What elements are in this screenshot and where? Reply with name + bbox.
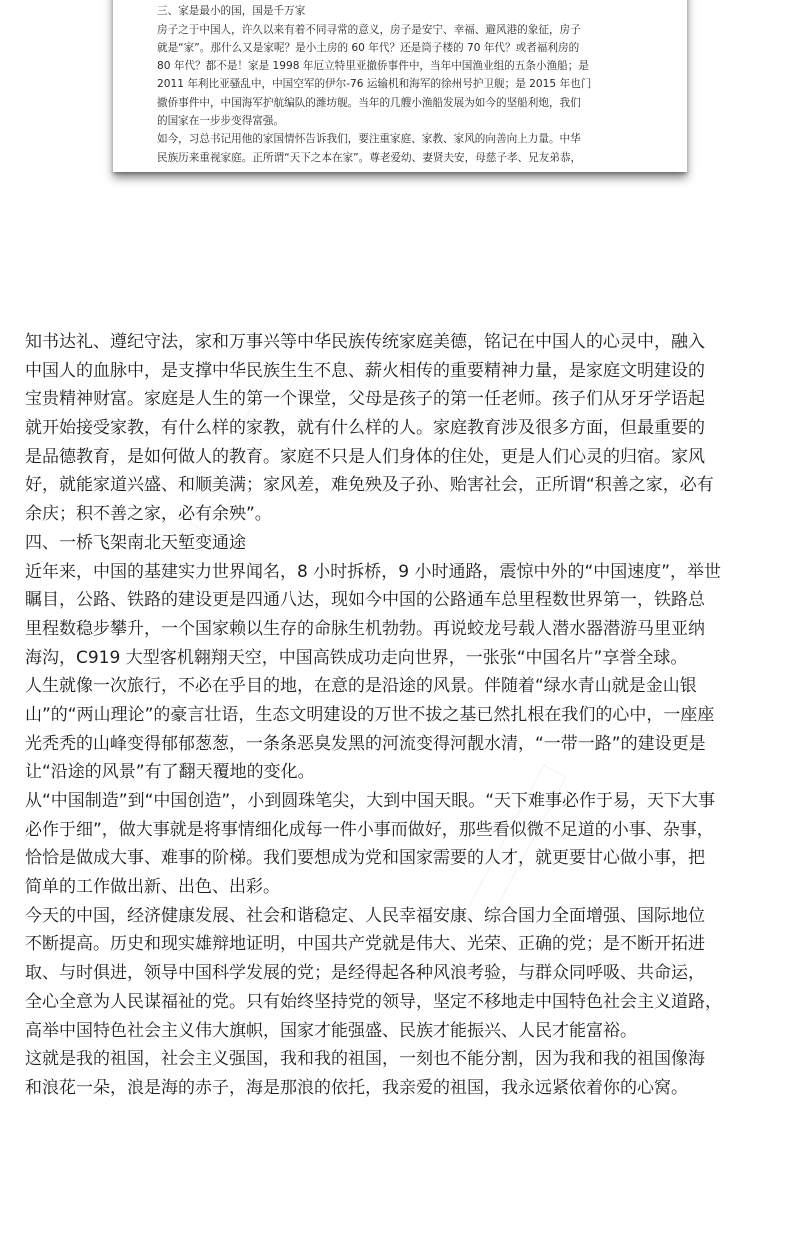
preview-line: 的国家在一步步变得富强。 bbox=[157, 115, 285, 128]
preview-line: 民族历来重视家庭。正所谓“天下之本在家”。尊老爱幼、妻贤夫安，母慈子孝、兄友弟恭， bbox=[157, 151, 582, 164]
body-line: 和浪花一朵，浪是海的赤子，海是那浪的依托，我亲爱的祖国，我永远紧依着你的心窝。 bbox=[25, 1077, 688, 1098]
body-line: 余庆；积不善之家，必有余殃”。 bbox=[25, 504, 272, 525]
preview-line: 就是“家”。那什么又是家呢？是小土房的 60 年代？还是筒子楼的 70 年代？或者福利房的 bbox=[157, 41, 580, 54]
body-line: 是品德教育，是如何做人的教育。家庭不只是人们身体的住处，更是人们心灵的归宿。家风 bbox=[25, 446, 705, 467]
body-line: 就开始接受家教，有什么样的家教，就有什么样的人。家庭教育涉及很多方面，但最重要的 bbox=[25, 418, 705, 439]
body-line: 让“沿途的风景”有了翻天覆地的变化。 bbox=[25, 762, 315, 783]
body-line: 取、与时俱进，领导中国科学发展的党；是经得起各种风浪考验，与群众同呼吸、共命运， bbox=[25, 963, 705, 984]
body-line: 好，就能家道兴盛、和顺美满；家风差，难免殃及子孙、贻害社会，正所谓“积善之家，必有 bbox=[25, 475, 714, 496]
body-line: 里程数稳步攀升，一个国家赖以生存的命脉生机勃勃。再说蛟龙号载人潜水器潜游马里亚纳 bbox=[25, 618, 705, 639]
body-line: 这就是我的祖国，社会主义强国，我和我的祖国，一刻也不能分割，因为我和我的祖国像海 bbox=[25, 1049, 705, 1070]
document-preview-card bbox=[113, 0, 687, 172]
body-line: 近年来，中国的基建实力世界闻名，8 小时拆桥，9 小时通路，震惊中外的“中国速度”，举世 bbox=[25, 561, 722, 582]
body-line: 不断提高。历史和现实雄辩地证明，中国共产党就是伟大、光荣、正确的党；是不断开拓进 bbox=[25, 934, 705, 955]
body-line: 中国人的血脉中，是支撑中华民族生生不息、薪火相传的重要精神力量，是家庭文明建设的 bbox=[25, 360, 705, 381]
body-line: 光秃秃的山峰变得郁郁葱葱，一条条恶臭发黑的河流变得河靓水清，“一带一路”的建设更是 bbox=[25, 733, 706, 754]
body-line: 海沟，C919 大型客机翱翔天空，中国高铁成功走向世界，一张张“中国名片”享誉全球。 bbox=[25, 647, 688, 668]
preview-line: 撤侨事件中，中国海军护航编队的潍坊舰。当年的几艘小渔船发展为如今的坚船利炮，我们 bbox=[157, 96, 581, 109]
preview-line: 房子之于中国人，许久以来有着不同寻常的意义，房子是安宁、幸福、避风港的象征，房子 bbox=[157, 23, 581, 36]
preview-heading: 三、家是最小的国，国是千万家 bbox=[157, 5, 306, 18]
body-line: 恰恰是做成大事、难事的阶梯。我们要想成为党和国家需要的人才，就更要甘心做小事，把 bbox=[25, 848, 705, 869]
preview-line: 80 年代？都不是！家是 1998 年厄立特里亚撤侨事件中，当年中国渔业组的五条小渔船；是 bbox=[157, 60, 589, 73]
body-line: 简单的工作做出新、出色、出彩。 bbox=[25, 877, 280, 898]
body-line: 山”的“两山理论”的豪言壮语，生态文明建设的万世不拔之基已然扎根在我们的心中，一座座 bbox=[25, 704, 715, 725]
preview-line: 如今，习总书记用他的家国情怀告诉我们，要注重家庭、家教、家风的向善向上力量。中华 bbox=[157, 133, 581, 146]
body-line: 宝贵精神财富。家庭是人生的第一个课堂，父母是孩子的第一任老师。孩子们从牙牙学语起 bbox=[25, 389, 705, 410]
body-line: 瞩目，公路、铁路的建设更是四通八达，现如今中国的公路通车总里程数世界第一，铁路总 bbox=[25, 590, 705, 611]
article-body bbox=[25, 328, 780, 1103]
body-line: 高举中国特色社会主义伟大旗帜，国家才能强盛、民族才能振兴、人民才能富裕。 bbox=[25, 1020, 637, 1041]
section-heading: 四、一桥飞架南北天堑变通途 bbox=[25, 532, 246, 553]
body-line: 知书达礼、遵纪守法，家和万事兴等中华民族传统家庭美德，铭记在中国人的心灵中，融入 bbox=[25, 332, 705, 352]
body-line: 全心全意为人民谋福祉的党。只有始终坚持党的领导，坚定不移地走中国特色社会主义道路， bbox=[25, 991, 722, 1012]
body-line: 从“中国制造”到“中国创造”，小到圆珠笔尖，大到中国天眼。“天下难事必作于易，天下大事 bbox=[25, 791, 716, 811]
body-line: 人生就像一次旅行，不必在乎目的地，在意的是沿途的风景。伴随着“绿水青山就是金山银 bbox=[25, 676, 697, 697]
preview-line: 2011 年利比亚骚乱中，中国空军的伊尔-76 运输机和海军的徐州号护卫舰；是 2015 年也门 bbox=[157, 78, 592, 91]
body-line: 必作于细”，做大事就是将事情细化成每一件小事而做好，那些看似微不足道的小事、杂事， bbox=[25, 819, 714, 840]
body-line: 今天的中国，经济健康发展、社会和谐稳定、人民幸福安康、综合国力全面增强、国际地位 bbox=[25, 905, 705, 926]
